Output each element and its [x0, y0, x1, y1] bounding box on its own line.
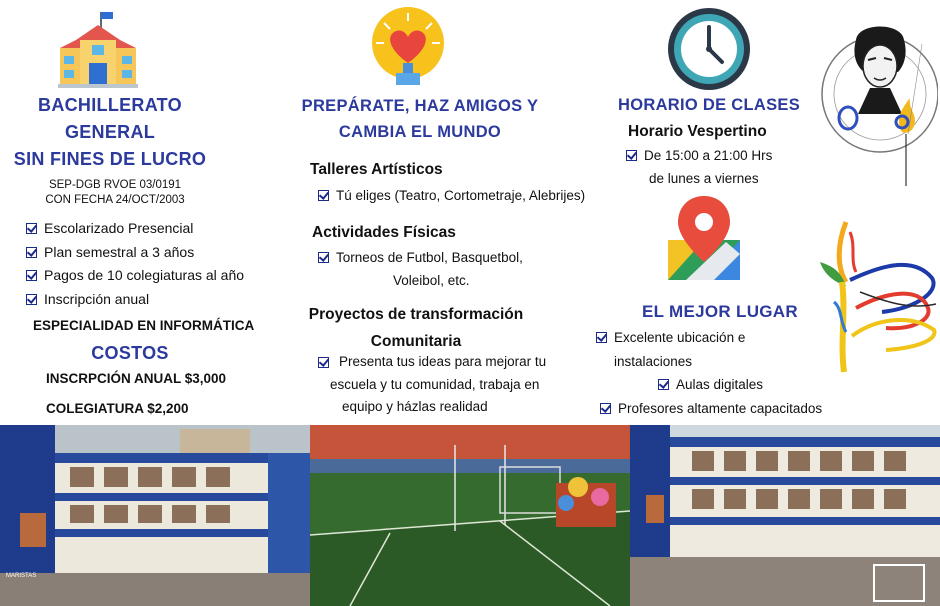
horario-heading: HORARIO DE CLASES: [618, 96, 801, 114]
school-title-line: BACHILLERATO: [38, 95, 182, 115]
checkbox-icon: [318, 252, 329, 263]
list-item: Aulas digitales: [596, 373, 826, 397]
horario-subheading: Horario Vespertino: [628, 123, 767, 140]
checkbox-icon: [600, 403, 611, 414]
registration-line: CON FECHA 24/OCT/2003: [45, 194, 185, 206]
checkbox-icon: [26, 247, 37, 258]
list-item: Excelente ubicación e instalaciones: [596, 326, 826, 373]
section-title: [296, 93, 544, 145]
fisicas-item: Torneos de Futbol, Basquetbol, Voleibol, etc.: [318, 246, 548, 292]
talleres-list: [318, 184, 598, 208]
costs-heading: COSTOS: [91, 343, 169, 363]
checkbox-icon: [26, 223, 37, 234]
checkbox-icon: [596, 332, 607, 343]
school-icon: [58, 8, 138, 88]
horario-item: De 15:00 a 21:00 Hrs de lunes a viernes: [626, 144, 826, 190]
list-item: Escolarizado Presencial: [26, 217, 266, 241]
heart-icon: [366, 5, 450, 89]
torch-brush-logo: [816, 212, 940, 376]
proyectos-item: Presenta tus ideas para mejorar tu escuela y tu comunidad, trabaja en equipo y házlas realidad: [318, 351, 558, 419]
fisicas-heading: Actividades Físicas: [312, 224, 456, 241]
program-features-list: [26, 217, 266, 311]
list-item: Tú eliges (Teatro, Cortometraje, Alebrijes): [318, 184, 598, 208]
list-item: Inscripción anual: [26, 288, 266, 312]
school-title-line: SIN FINES DE LUCRO: [13, 149, 207, 169]
proyectos-heading: Proyectos de transformación Comunitaria: [308, 306, 524, 350]
talleres-heading: Talleres Artísticos: [310, 161, 443, 178]
section-title-line: PREPÁRATE, HAZ AMIGOS Y: [301, 97, 539, 115]
soccer-field-photo: [310, 425, 630, 606]
checkbox-icon: [26, 270, 37, 281]
specialty-heading: ESPECIALIDAD EN INFORMÁTICA: [33, 318, 255, 333]
checkbox-icon: [626, 150, 637, 161]
building-photo-left: [0, 425, 310, 606]
cost-tuition: COLEGIATURA $2,200: [46, 401, 189, 416]
lugar-heading: EL MEJOR LUGAR: [642, 302, 798, 321]
list-item: Profesores altamente capacitados: [596, 397, 826, 421]
list-item: Pagos de 10 colegiaturas al año: [26, 264, 266, 288]
checkbox-icon: [318, 357, 329, 368]
list-item: Plan semestral a 3 años: [26, 241, 266, 265]
section-title-line: CAMBIA EL MUNDO: [338, 123, 502, 141]
cost-inscription: INSCRPCIÓN ANUAL $3,000: [46, 371, 227, 386]
checkbox-icon: [658, 379, 669, 390]
map-pin-icon: [666, 192, 742, 282]
checkbox-icon: [318, 190, 329, 201]
checkbox-icon: [26, 294, 37, 305]
registration-info: [15, 178, 215, 208]
school-title: [10, 92, 210, 173]
building-photo-right: [630, 425, 940, 606]
school-title-line: GENERAL: [64, 122, 156, 142]
clock-icon: [666, 6, 752, 92]
registration-line: SEP-DGB RVOE 03/0191: [48, 179, 182, 191]
school-seal-logo: [818, 14, 938, 190]
maristas-sign: MARISTAS: [6, 573, 37, 579]
lugar-list: [596, 326, 826, 420]
